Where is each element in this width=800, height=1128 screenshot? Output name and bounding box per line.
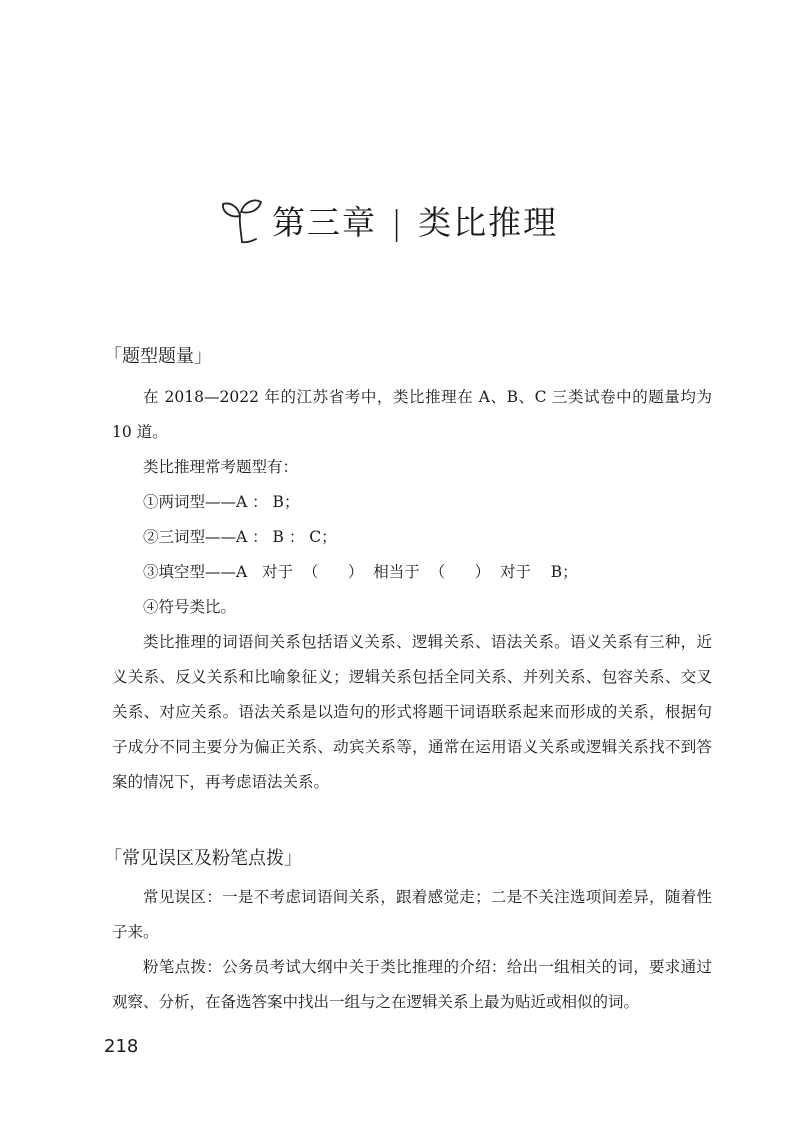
paragraph: 常见误区：一是不考虑词语间关系，跟着感觉走；二是不关注选项间差异，随着性子来。 (112, 888, 712, 941)
page-number: 218 (104, 1036, 139, 1057)
chapter-header (214, 192, 558, 248)
section2-content (112, 880, 712, 1020)
list-item: ②三词型——A ： B ： C； (143, 528, 337, 546)
paragraph: 粉笔点拨：公务员考试大纲中关于类比推理的介绍：给出一组相关的词，要求通过观察、分析，在备选答案中找出一组与之在逻辑关系上最为贴近或相似的词。 (112, 958, 712, 1011)
chapter-number: 第三章 (272, 202, 377, 242)
section-heading-pitfalls (104, 844, 302, 870)
paragraph: 类比推理的词语间关系包括语义关系、逻辑关系、语法关系。语义关系有三种，近义关系、反义关系和比喻象征义；逻辑关系包括全同关系、并列关系、包容关系、交叉关系、对应关系。语法关系是以造句的形式将题干词语联系起来而形成的关系，根据句子成分不同主要分为偏正关系、动宾关系等，通常在运用语义关系或逻辑关系找不到答案的情况下，再考虑语法关系。 (112, 633, 712, 791)
heading-open-bracket-icon: 「 (104, 346, 122, 367)
title-separator: | (391, 202, 405, 242)
paragraph: 在 2018—2022 年的江苏省考中，类比推理在 A、B、C 三类试卷中的题量均为 10 道。 (112, 388, 712, 441)
chapter-name: 类比推理 (418, 202, 559, 242)
section-heading-text: 常见误区及粉笔点拨 (122, 848, 284, 869)
heading-close-bracket-icon: 」 (194, 346, 212, 367)
heading-close-bracket-icon: 」 (284, 848, 302, 869)
sprout-icon (214, 192, 270, 248)
paragraph: 类比推理常考题型有： (143, 458, 299, 476)
chapter-title (272, 197, 558, 244)
list-item: ④符号类比。 (143, 598, 237, 616)
list-item: ③填空型——A 对于 （ ） 相当于 （ ） 对于 B； (143, 563, 578, 581)
heading-open-bracket-icon: 「 (104, 848, 122, 869)
list-item: ①两词型——A ： B； (143, 493, 300, 511)
section-heading-text: 题型题量 (122, 346, 194, 367)
section1-content (112, 380, 712, 800)
section-heading-question-types (104, 342, 212, 368)
